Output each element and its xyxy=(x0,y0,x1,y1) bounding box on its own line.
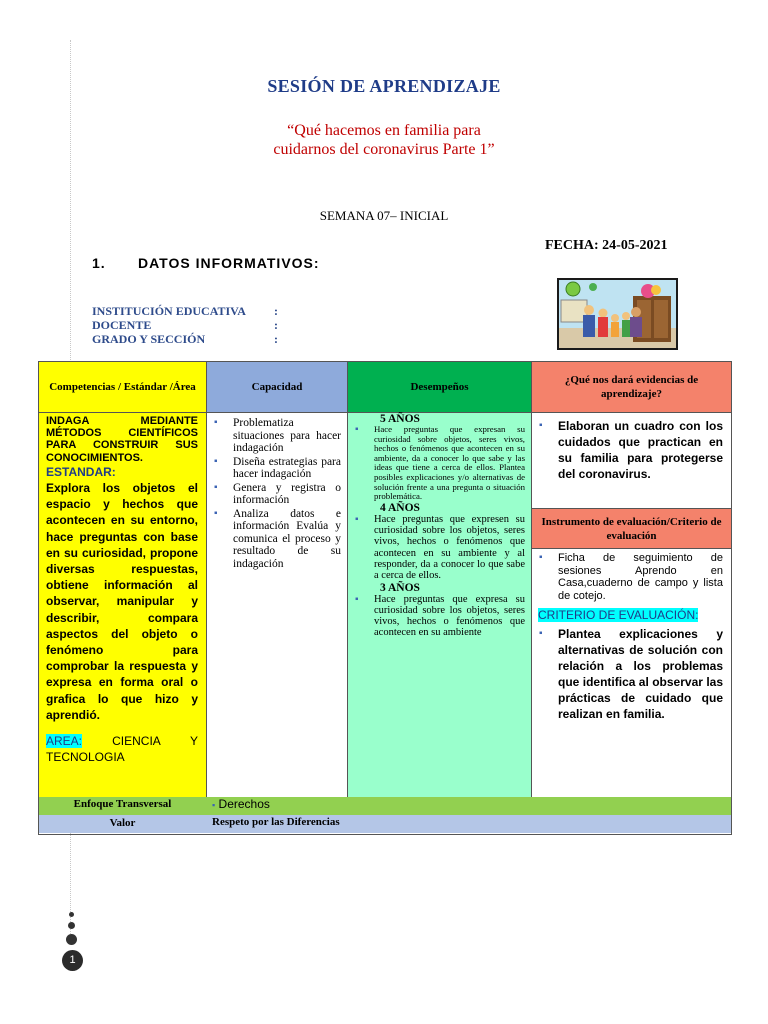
header-evidencias: ¿Qué nos dará evidencias de aprendizaje? xyxy=(531,362,731,412)
header-capacidad: Capacidad xyxy=(206,362,347,412)
age-4-label: 4 AÑOS xyxy=(380,501,420,514)
desempeno-5: ▪ Hace preguntas que expresan su curiosidad sobre objetos, seres vivos, hechos o fenómenos que acontecen en su ambiente, da a conocer lo que sabe y las ideas que tiene a cerca de ellos. Plantea posibles explicaciones y/o alternativas de solución frente a una pregunta o situación problemática. xyxy=(352,425,525,502)
section-label: DATOS INFORMATIVOS: xyxy=(138,255,320,271)
criterio-text: ▪ Plantea explicaciones y alternativas de solución con relación a los problemas que identifica al observar las prácticas de cuidado que realizan en familia. xyxy=(536,626,723,722)
desempeno-3: ▪ Hace preguntas que expresa su curiosidad sobre los objetos, seres vivos, hechos o fenómenos que acontecen en su ambiente xyxy=(352,594,525,639)
capacidad-item: ▪ Genera y registra o información xyxy=(211,482,341,507)
page-title: SESIÓN DE APRENDIZAJE xyxy=(267,76,501,96)
info-field-docente: DOCENTE : xyxy=(92,318,278,332)
section-heading xyxy=(92,255,320,271)
age-3-label: 3 AÑOS xyxy=(380,581,420,594)
criterio-label: CRITERIO DE EVALUACIÓN: xyxy=(538,608,699,622)
subtitle-line-1: “Qué hacemos en familia para xyxy=(287,122,481,139)
info-label: DOCENTE xyxy=(92,318,152,332)
valor-row xyxy=(39,815,731,833)
instrumento-header: Instrumento de evaluación/Criterio de evaluación xyxy=(531,508,731,548)
enfoque-row xyxy=(39,797,731,815)
capacidad-item: ▪ Diseña estrategias para hacer indagación xyxy=(211,456,341,481)
evidencia-cell xyxy=(531,412,731,508)
capacidad-cell xyxy=(206,412,347,797)
page-marker xyxy=(62,912,82,972)
area-value: CIENCIA Y TECNOLOGIA xyxy=(46,734,198,765)
subtitle-line-2: cuidarnos del coronavirus Parte 1” xyxy=(273,141,495,158)
week-label: SEMANA 07– INICIAL xyxy=(319,208,449,223)
family-illustration xyxy=(557,278,678,350)
estandar-label: ESTANDAR: xyxy=(46,464,116,479)
enfoque-value: Derechos xyxy=(218,797,270,811)
capacidad-item: ▪ Analiza datos e información Evalúa y comunica el proceso y resultado de su indagación xyxy=(211,508,341,571)
page-number-badge xyxy=(62,950,83,971)
instrumento-cell xyxy=(531,548,731,797)
competencia-cell xyxy=(39,412,206,797)
estandar-text: Explora los objetos el espacio y hechos que acontecen en su entorno, hace preguntas con base en su curiosidad, propone diversas respuestas, obtiene información al observar, manipular y describir, compara aspectos del objeto o fenómeno para comprobar la respuesta y expresa en forma oral o grafica lo que hizo y aprendió. xyxy=(46,481,198,722)
session-subtitle xyxy=(0,121,768,159)
desempenos-cell xyxy=(347,412,531,797)
header-competencias: Competencias / Estándar /Área xyxy=(39,362,206,412)
area-line xyxy=(46,733,198,765)
info-field-grado: GRADO Y SECCIÓN : xyxy=(92,332,278,346)
desempeno-4: ▪ Hace preguntas que expresen su curiosidad sobre los objetos, seres vivos, hechos o fenómenos que acontecen en su ambiente y al responder, da a conocer lo que sabe a cerca de ellos. xyxy=(352,514,525,582)
evidencia-text: ▪ Elaboran un cuadro con los cuidados que practican en su familia para protegerse del coronavirus. xyxy=(536,418,723,482)
date-label: FECHA: 24-05-2021 xyxy=(545,238,668,253)
area-label: AREA: xyxy=(46,734,83,749)
valor-label: Valor xyxy=(109,817,136,829)
competencia-name: INDAGA MEDIANTE MÉTODOS CIENTÍFICOS PARA CONSTRUIR SUS CONOCIMIENTOS. xyxy=(46,415,198,464)
page-number: 1 xyxy=(69,954,76,966)
header-desempenos: Desempeños xyxy=(347,362,531,412)
capacidad-item: ▪ Problematiza situaciones para hacer indagación xyxy=(211,417,341,455)
valor-value: Respeto por las Diferencias xyxy=(212,816,340,828)
info-label: GRADO Y SECCIÓN xyxy=(92,332,206,346)
info-field-institucion: INSTITUCIÓN EDUCATIVA : xyxy=(92,304,278,318)
info-label: INSTITUCIÓN EDUCATIVA xyxy=(92,304,246,318)
competencias-table xyxy=(38,361,732,835)
enfoque-value-wrap: ▪ Derechos xyxy=(212,797,270,811)
enfoque-label: Enfoque Transversal xyxy=(73,798,172,810)
section-number: 1. xyxy=(92,255,106,271)
age-5-label: 5 AÑOS xyxy=(380,413,420,425)
instrumento-text: ▪ Ficha de seguimiento de sesiones Aprendo en Casa,cuaderno de campo y lista de cotejo. xyxy=(536,552,723,602)
